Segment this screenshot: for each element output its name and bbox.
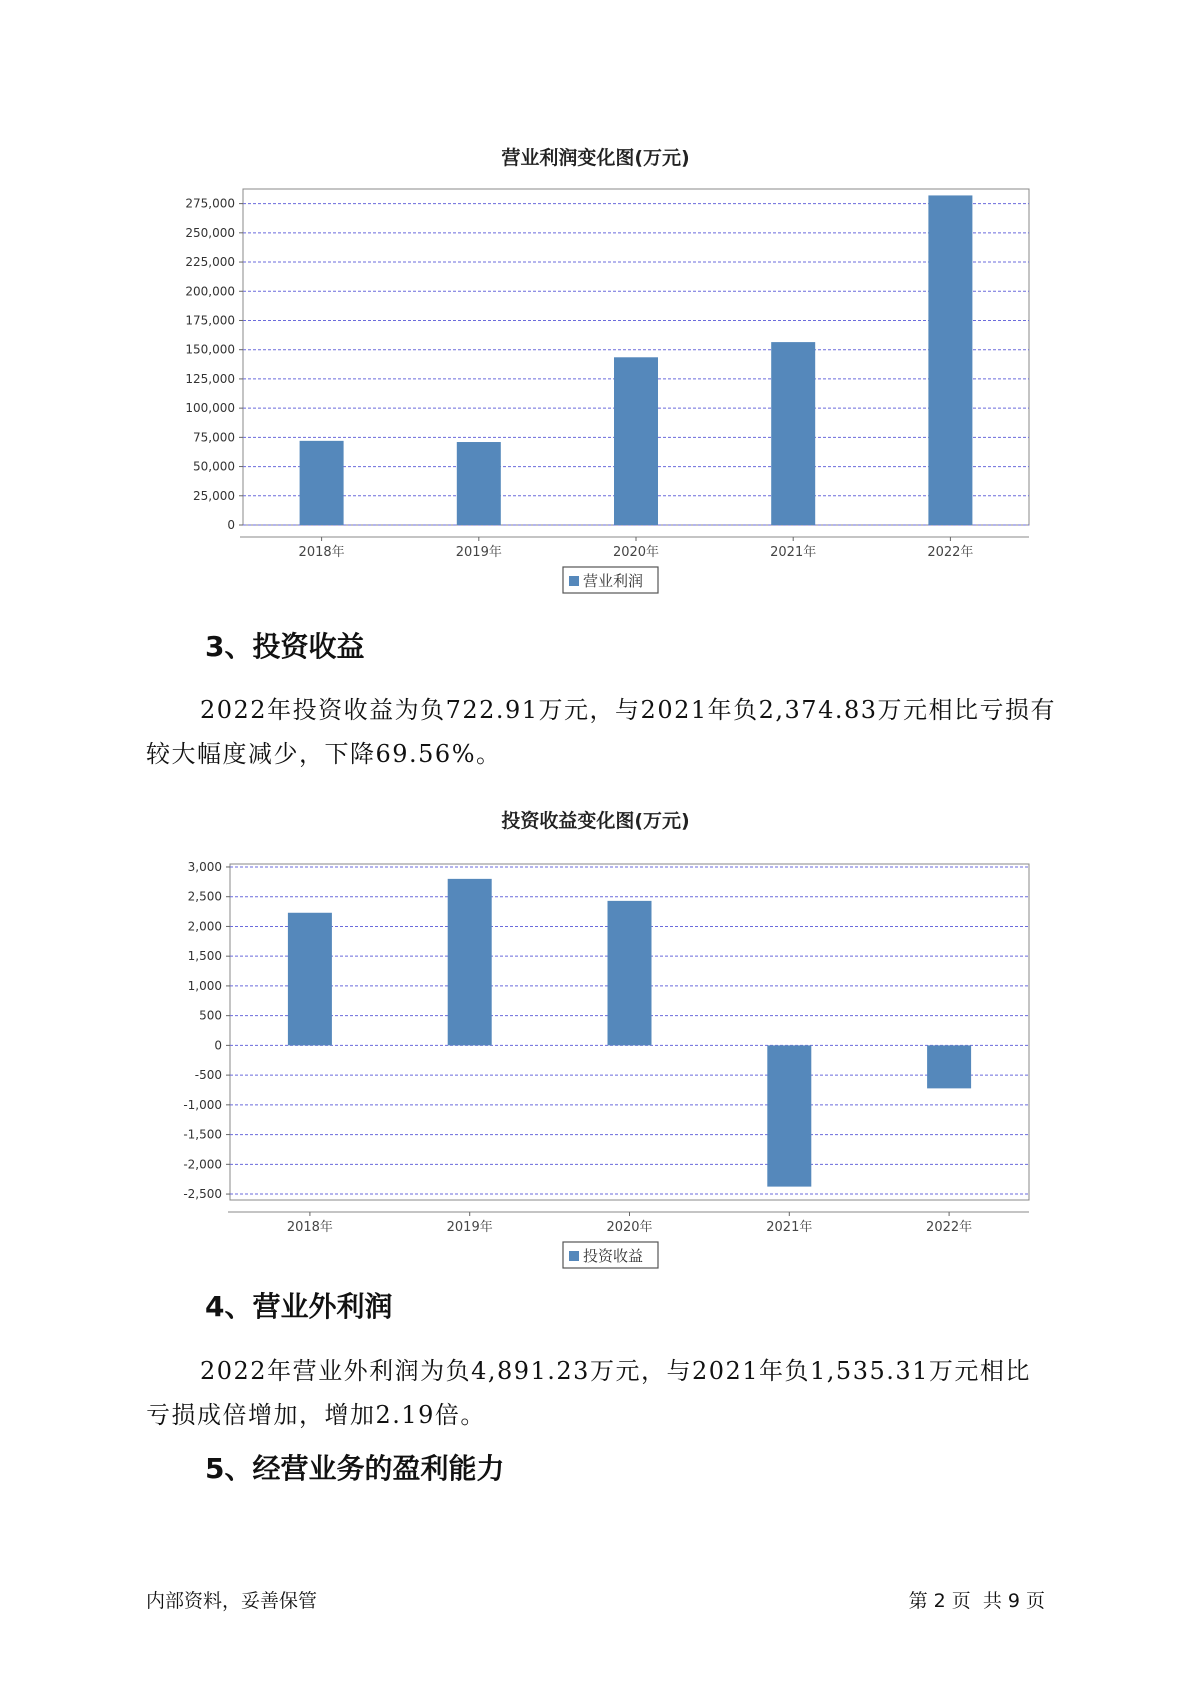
y-tick-label: 175,000 [185, 313, 235, 328]
x-tick-label: 2022年 [927, 545, 974, 560]
footer-page-number: 第 2 页 共 9 页 [908, 1590, 1045, 1612]
y-tick-label: 500 [199, 1008, 222, 1023]
y-tick-label: 150,000 [185, 342, 235, 357]
footer-confidential-note: 内部资料，妥善保管 [146, 1590, 318, 1612]
y-tick-label: -1,500 [183, 1127, 222, 1142]
y-tick-label: -1,000 [183, 1097, 222, 1112]
y-tick-label: -2,500 [183, 1187, 222, 1202]
y-tick-label: 3,000 [187, 859, 222, 874]
y-tick-label: 200,000 [185, 284, 235, 299]
y-tick-label: 250,000 [185, 225, 235, 240]
y-tick-label: -500 [194, 1068, 222, 1083]
paragraph-investment-income: 2022年投资收益为负722.91万元，与2021年负2,374.83万元相比亏损有较大幅度减少，下降69.56%。 [146, 696, 1057, 768]
section-title-profitability: 5、经营业务的盈利能力 [205, 1452, 505, 1485]
y-tick-label: 2,000 [187, 919, 222, 934]
section-title-investment-income: 3、投资收益 [205, 630, 365, 663]
x-tick-label: 2018年 [298, 545, 345, 560]
bar-2021年 [767, 1045, 811, 1186]
y-tick-label: 0 [227, 518, 235, 532]
y-tick-label: 275,000 [185, 196, 235, 211]
y-tick-label: 125,000 [185, 371, 235, 386]
y-tick-label: -2,000 [183, 1157, 222, 1172]
paragraph-non-operating-profit: 2022年营业外利润为负4,891.23万元，与2021年负1,535.31万元相比亏损成倍增加，增加2.19倍。 [146, 1357, 1031, 1429]
y-tick-label: 50,000 [193, 459, 235, 474]
bar-2018年 [288, 913, 332, 1046]
y-tick-label: 1,500 [187, 949, 222, 964]
bar-2020年 [608, 901, 652, 1046]
x-tick-label: 2021年 [766, 1220, 813, 1235]
y-tick-label: 100,000 [185, 401, 235, 416]
y-tick-label: 2,500 [187, 889, 222, 904]
bar-2019年 [448, 879, 492, 1046]
section-title-non-operating-profit: 4、营业外利润 [205, 1290, 393, 1323]
y-tick-label: 0 [214, 1038, 222, 1053]
x-tick-label: 2018年 [286, 1220, 333, 1235]
x-tick-label: 2019年 [446, 1220, 493, 1235]
x-tick-label: 2021年 [770, 545, 817, 560]
bar-2022年 [927, 1045, 971, 1088]
legend-label: 营业利润 [583, 572, 644, 590]
x-tick-label: 2022年 [926, 1220, 973, 1235]
legend-label: 投资收益 [583, 1247, 644, 1265]
y-tick-label: 225,000 [185, 255, 235, 270]
y-tick-label: 75,000 [193, 430, 235, 445]
y-tick-label: 25,000 [193, 488, 235, 503]
chart-title-investment-income: 投资收益变化图(万元) [501, 810, 690, 832]
legend-swatch [569, 1251, 579, 1261]
x-tick-label: 2020年 [606, 1220, 653, 1235]
x-tick-label: 2019年 [455, 545, 502, 560]
y-tick-label: 1,000 [187, 978, 222, 993]
x-tick-label: 2020年 [612, 545, 660, 560]
chart-title-operating-profit: 营业利润变化图(万元) [501, 147, 690, 169]
